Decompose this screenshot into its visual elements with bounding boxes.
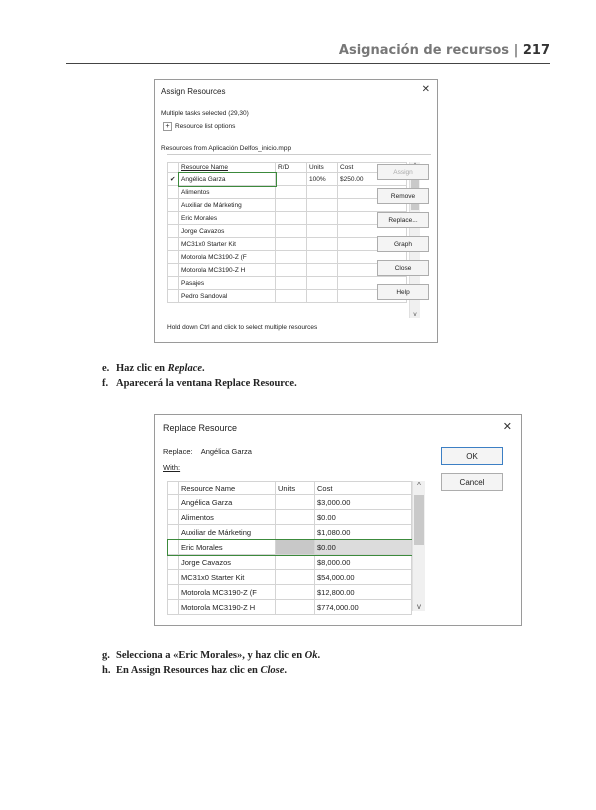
rd-cell[interactable] xyxy=(276,186,307,199)
step-text: Selecciona a «Eric Morales», y haz clic en xyxy=(116,650,305,661)
units-cell[interactable] xyxy=(307,238,338,251)
cost-cell[interactable]: $774,000.00 xyxy=(315,600,412,615)
units-cell[interactable] xyxy=(276,555,315,570)
replace-label-row xyxy=(163,447,252,456)
rd-cell[interactable] xyxy=(276,264,307,277)
dialog-title: Replace Resource xyxy=(163,423,238,433)
assign-button[interactable]: Assign xyxy=(377,164,429,180)
multi-select-hint: Hold down Ctrl and click to select multiple resources xyxy=(167,324,318,331)
row-check-icon[interactable] xyxy=(168,186,179,199)
step-end: . xyxy=(317,650,321,661)
row-check-icon[interactable] xyxy=(168,264,179,277)
table-header-row xyxy=(168,482,412,495)
units-cell[interactable] xyxy=(276,600,315,615)
units-cell[interactable] xyxy=(276,525,315,540)
step-emphasis: Close xyxy=(260,665,285,676)
steps-e-f xyxy=(102,361,297,391)
resource-name-cell[interactable]: Alimentos xyxy=(179,186,276,199)
scroll-up-icon[interactable]: ^ xyxy=(417,481,421,490)
replace-resource-table[interactable] xyxy=(167,481,412,615)
step-letter: h. xyxy=(102,665,111,676)
row-selector[interactable] xyxy=(168,585,179,600)
units-cell[interactable] xyxy=(276,495,315,510)
assign-resource-table[interactable] xyxy=(167,162,407,303)
replace-value: Angélica Garza xyxy=(200,447,252,456)
resource-name-cell[interactable]: Angélica Garza xyxy=(179,495,276,510)
col-resource-name[interactable]: Resource Name xyxy=(179,163,276,173)
cost-cell[interactable]: $1,080.00 xyxy=(315,525,412,540)
table-row[interactable] xyxy=(168,585,412,600)
units-cell[interactable] xyxy=(276,570,315,585)
rd-cell[interactable] xyxy=(276,225,307,238)
close-icon[interactable]: ✕ xyxy=(421,84,430,95)
rd-cell[interactable] xyxy=(276,277,307,290)
help-button[interactable]: Help xyxy=(377,284,429,300)
table-row[interactable] xyxy=(168,600,412,615)
row-selector[interactable] xyxy=(168,495,179,510)
row-selector[interactable] xyxy=(168,540,179,555)
row-selector[interactable] xyxy=(168,600,179,615)
table-row[interactable] xyxy=(168,510,412,525)
table-row[interactable] xyxy=(168,173,407,186)
step-end: . xyxy=(202,363,205,374)
table-row[interactable] xyxy=(168,238,407,251)
row-selector[interactable] xyxy=(168,510,179,525)
table-row[interactable] xyxy=(168,212,407,225)
resources-from-label: Resources from Aplicación Delfos_inicio.mpp xyxy=(161,145,292,152)
expand-plus-icon[interactable]: + xyxy=(163,122,172,131)
table-row[interactable] xyxy=(168,225,407,238)
resource-name-cell[interactable]: Motorola MC3190-Z (F xyxy=(179,585,276,600)
step-text: Haz clic en xyxy=(116,363,168,374)
resource-group-line xyxy=(167,154,431,155)
resource-list-options[interactable]: + Resource list options xyxy=(163,122,235,131)
row-check-icon[interactable] xyxy=(168,290,179,303)
row-selector[interactable] xyxy=(168,525,179,540)
row-check-icon[interactable] xyxy=(168,212,179,225)
resource-name-cell[interactable]: Auxiliar de Márketing xyxy=(179,525,276,540)
table-row[interactable] xyxy=(168,251,407,264)
step-item xyxy=(102,376,297,391)
header-title: Asignación de recursos xyxy=(338,43,510,58)
units-cell[interactable] xyxy=(276,585,315,600)
col-cost[interactable]: Cost xyxy=(338,163,407,173)
units-cell[interactable] xyxy=(307,277,338,290)
resource-name-cell[interactable]: Jorge Cavazos xyxy=(179,555,276,570)
page-header: Asignación de recursos | 217 xyxy=(338,43,550,58)
step-item xyxy=(102,663,320,678)
units-cell[interactable] xyxy=(307,186,338,199)
resource-name-cell[interactable]: Motorola MC3190-Z H xyxy=(179,600,276,615)
step-letter: f. xyxy=(102,378,109,389)
tasks-selected-text: Multiple tasks selected (29,30) xyxy=(161,110,249,117)
scroll-thumb[interactable] xyxy=(414,495,424,545)
resource-name-cell[interactable]: Jorge Cavazos xyxy=(179,225,276,238)
col-cost[interactable]: Cost xyxy=(315,482,412,495)
dialog-title: Assign Resources xyxy=(161,87,226,96)
row-check-icon[interactable]: ✔ xyxy=(168,173,179,186)
col-rd[interactable]: R/D xyxy=(276,163,307,173)
table-row[interactable] xyxy=(168,525,412,540)
row-check-icon[interactable] xyxy=(168,238,179,251)
row-check-icon[interactable] xyxy=(168,251,179,264)
units-cell[interactable]: 100% xyxy=(307,173,338,186)
table-row[interactable] xyxy=(168,277,407,290)
cost-cell[interactable]: $8,000.00 xyxy=(315,555,412,570)
col-units[interactable]: Units xyxy=(307,163,338,173)
step-end: . xyxy=(284,665,288,676)
table-row[interactable] xyxy=(168,186,407,199)
step-letter: g. xyxy=(102,650,110,661)
units-cell[interactable] xyxy=(276,510,315,525)
cost-cell[interactable]: $3,000.00 xyxy=(315,495,412,510)
units-cell[interactable] xyxy=(307,264,338,277)
resource-name-cell[interactable]: Pasajes xyxy=(179,277,276,290)
header-rule xyxy=(66,63,550,64)
resource-name-cell[interactable]: Auxiliar de Márketing xyxy=(179,199,276,212)
table-row[interactable] xyxy=(168,495,412,510)
step-item xyxy=(102,361,297,376)
step-letter: e. xyxy=(102,363,110,374)
resource-name-cell[interactable]: Angélica Garza xyxy=(179,173,276,186)
steps-g-h xyxy=(102,648,321,678)
row-check-icon[interactable] xyxy=(168,277,179,290)
cost-cell[interactable]: $0.00 xyxy=(315,540,412,555)
replace-button[interactable]: Replace... xyxy=(377,212,429,228)
table-row[interactable] xyxy=(168,570,412,585)
row-selector[interactable] xyxy=(168,570,179,585)
row-check-icon[interactable] xyxy=(168,199,179,212)
cost-cell[interactable]: $0.00 xyxy=(315,510,412,525)
with-label: With: xyxy=(163,463,181,472)
units-cell[interactable] xyxy=(307,199,338,212)
cost-cell[interactable]: $250.00 xyxy=(338,173,407,186)
step-text: Aparecerá la ventana Replace Resource. xyxy=(116,378,297,389)
ok-button[interactable]: OK xyxy=(441,447,503,465)
row-selector[interactable] xyxy=(168,555,179,570)
scroll-down-icon[interactable]: v xyxy=(413,311,417,318)
units-cell[interactable] xyxy=(307,225,338,238)
resource-name-cell[interactable]: Eric Morales xyxy=(179,212,276,225)
table-row[interactable] xyxy=(168,555,412,570)
units-cell[interactable] xyxy=(307,251,338,264)
table-row[interactable] xyxy=(168,264,407,277)
rd-cell[interactable] xyxy=(276,199,307,212)
scroll-down-icon[interactable]: v xyxy=(417,602,421,611)
col-units[interactable]: Units xyxy=(276,482,315,495)
units-cell[interactable] xyxy=(276,540,315,555)
col-resource-name[interactable]: Resource Name xyxy=(179,482,276,495)
rd-cell[interactable] xyxy=(276,173,307,186)
close-button[interactable]: Close xyxy=(377,260,429,276)
table-row[interactable] xyxy=(168,290,407,303)
resource-name-cell[interactable]: Motorola MC3190-Z (F xyxy=(179,251,276,264)
cancel-button[interactable]: Cancel xyxy=(441,473,503,491)
resource-name-cell[interactable]: Alimentos xyxy=(179,510,276,525)
replace-resource-dialog xyxy=(154,414,522,626)
rd-cell[interactable] xyxy=(276,251,307,264)
rd-cell[interactable] xyxy=(276,290,307,303)
rd-cell[interactable] xyxy=(276,238,307,251)
remove-button[interactable]: Remove xyxy=(377,188,429,204)
cost-cell[interactable]: $12,800.00 xyxy=(315,585,412,600)
graph-button[interactable]: Graph xyxy=(377,236,429,252)
step-emphasis: Replace xyxy=(167,363,203,374)
step-item xyxy=(102,648,321,663)
replace-scrollbar[interactable] xyxy=(412,481,425,611)
units-cell[interactable] xyxy=(307,212,338,225)
step-emphasis: Ok xyxy=(304,650,318,661)
table-row[interactable] xyxy=(168,199,407,212)
resource-name-cell[interactable]: Eric Morales xyxy=(179,540,276,555)
cost-cell[interactable]: $54,000.00 xyxy=(315,570,412,585)
resource-name-cell[interactable]: MC31x0 Starter Kit xyxy=(179,238,276,251)
step-text: En Assign Resources haz clic en xyxy=(116,665,261,676)
close-icon[interactable]: ✕ xyxy=(502,421,512,433)
rd-cell[interactable] xyxy=(276,212,307,225)
table-row[interactable] xyxy=(168,540,412,555)
resource-name-cell[interactable]: Motorola MC3190-Z H xyxy=(179,264,276,277)
units-cell[interactable] xyxy=(307,290,338,303)
row-check-icon[interactable] xyxy=(168,225,179,238)
resource-name-cell[interactable]: MC31x0 Starter Kit xyxy=(179,570,276,585)
page-number: 217 xyxy=(522,43,550,58)
replace-label: Replace: xyxy=(163,447,193,456)
assign-resources-dialog xyxy=(154,79,438,343)
table-header-row xyxy=(168,163,407,173)
resource-name-cell[interactable]: Pedro Sandoval xyxy=(179,290,276,303)
